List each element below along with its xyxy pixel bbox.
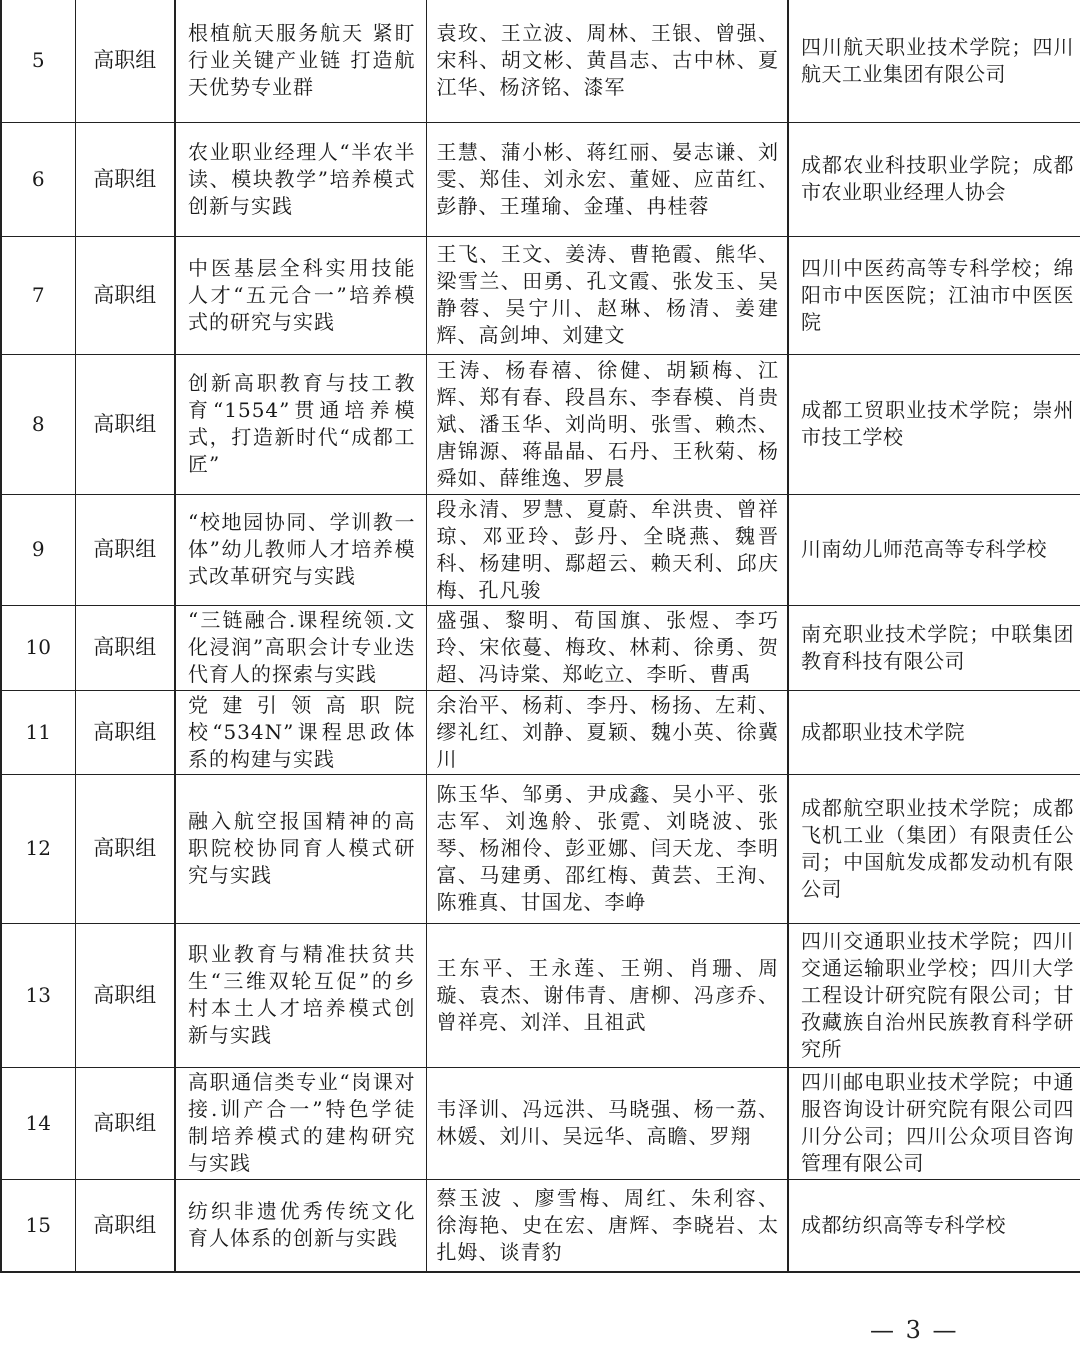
row-organization: 成都工贸职业技术学院；崇州市技工学校 (788, 354, 1080, 494)
row-people: 蔡玉波 、廖雪梅、周红、朱利容、徐海艳、史在宏、唐辉、李晓岩、太扎姆、谈青豹 (426, 1179, 788, 1272)
row-people: 袁玫、王立波、周林、王银、曾强、宋科、胡文彬、黄昌志、古中林、夏江华、杨济铭、漆军 (426, 0, 788, 122)
row-title: “三链融合.课程统领.文化浸润”高职会计专业迭代育人的探索与实践 (175, 605, 426, 690)
table-row (1, 236, 1080, 354)
row-people: 韦泽训、冯远洪、马晓强、杨一荔、林媛、刘川、吴远华、高瞻、罗翔 (426, 1067, 788, 1179)
row-group: 高职组 (75, 494, 175, 605)
row-number: 13 (1, 923, 75, 1067)
row-people: 盛强、黎明、荀国旗、张煜、李巧玲、宋依蔓、梅玫、林莉、徐勇、贺超、冯诗棠、郑屹立、李昕、曹禹 (426, 605, 788, 690)
row-group: 高职组 (75, 354, 175, 494)
row-organization: 四川航天职业技术学院；四川航天工业集团有限公司 (788, 0, 1080, 122)
row-people: 王涛、杨春禧、徐健、胡颖梅、江辉、郑有春、段昌东、李春模、肖贵斌、潘玉华、刘尚明、张雪、赖杰、唐锦源、蒋晶晶、石丹、王秋菊、杨舜如、薛维逸、罗晨 (426, 354, 788, 494)
row-organization: 成都航空职业技术学院；成都飞机工业（集团）有限责任公司；中国航发成都发动机有限公司 (788, 774, 1080, 923)
table-row (1, 1067, 1080, 1179)
row-number: 12 (1, 774, 75, 923)
table-row (1, 354, 1080, 494)
row-group: 高职组 (75, 923, 175, 1067)
row-organization: 四川中医药高等专科学校；绵阳市中医医院；江油市中医医院 (788, 236, 1080, 354)
row-organization: 成都农业科技职业学院；成都市农业职业经理人协会 (788, 122, 1080, 236)
row-title: 中医基层全科实用技能人才“五元合一”培养模式的研究与实践 (175, 236, 426, 354)
row-organization: 四川交通职业技术学院；四川交通运输职业学校；四川大学工程设计研究院有限公司；甘孜藏族自治州民族教育科学研究所 (788, 923, 1080, 1067)
row-number: 7 (1, 236, 75, 354)
row-title: “校地园协同、学训教一体”幼儿教师人才培养模式改革研究与实践 (175, 494, 426, 605)
row-number: 14 (1, 1067, 75, 1179)
row-title: 创新高职教育与技工教育“1554”贯通培养模式，打造新时代“成都工匠” (175, 354, 426, 494)
row-number: 9 (1, 494, 75, 605)
row-group: 高职组 (75, 774, 175, 923)
table-row (1, 774, 1080, 923)
table-row (1, 122, 1080, 236)
row-people: 余治平、杨莉、李丹、杨扬、左莉、缪礼红、刘静、夏颖、魏小英、徐冀川 (426, 690, 788, 774)
row-title: 融入航空报国精神的高职院校协同育人模式研究与实践 (175, 774, 426, 923)
table-row (1, 923, 1080, 1067)
row-number: 6 (1, 122, 75, 236)
row-group: 高职组 (75, 122, 175, 236)
row-people: 陈玉华、邹勇、尹成鑫、吴小平、张志军、刘逸舲、张霓、刘晓波、张琴、杨湘伶、彭亚娜、闫天龙、李明富、马建勇、邵红梅、黄芸、王洵、陈雅真、甘国龙、李峥 (426, 774, 788, 923)
table-row (1, 690, 1080, 774)
row-title: 党建引领高职院校“534N”课程思政体系的构建与实践 (175, 690, 426, 774)
table-row (1, 0, 1080, 122)
row-people: 段永清、罗慧、夏蔚、牟洪贵、曾祥琼、邓亚玲、彭丹、全晓燕、魏晋科、杨建明、鄢超云、赖天利、邱庆梅、孔凡骏 (426, 494, 788, 605)
row-number: 8 (1, 354, 75, 494)
row-title: 根植航天服务航天 紧盯行业关键产业链 打造航天优势专业群 (175, 0, 426, 122)
row-group: 高职组 (75, 605, 175, 690)
row-organization: 南充职业技术学院；中联集团教育科技有限公司 (788, 605, 1080, 690)
row-number: 11 (1, 690, 75, 774)
table-row (1, 605, 1080, 690)
row-title: 纺织非遗优秀传统文化育人体系的创新与实践 (175, 1179, 426, 1272)
table-row (1, 494, 1080, 605)
row-group: 高职组 (75, 1179, 175, 1272)
row-organization: 四川邮电职业技术学院；中通服咨询设计研究院有限公司四川分公司；四川公众项目咨询管理有限公司 (788, 1067, 1080, 1179)
row-number: 10 (1, 605, 75, 690)
row-title: 农业职业经理人“半农半读、模块教学”培养模式创新与实践 (175, 122, 426, 236)
row-title: 高职通信类专业“岗课对接.训产合一”特色学徒制培养模式的建构研究与实践 (175, 1067, 426, 1179)
row-people: 王飞、王文、姜涛、曹艳霞、熊华、梁雪兰、田勇、孔文霞、张发玉、吴静蓉、吴宁川、赵琳、杨清、姜建辉、高剑坤、刘建文 (426, 236, 788, 354)
row-organization: 成都职业技术学院 (788, 690, 1080, 774)
row-people: 王慧、蒲小彬、蒋红丽、晏志谦、刘雯、郑佳、刘永宏、董娅、应苗红、彭静、王瑾瑜、金瑾、冉桂蓉 (426, 122, 788, 236)
row-group: 高职组 (75, 0, 175, 122)
awards-table-body (1, 0, 1080, 1272)
row-group: 高职组 (75, 690, 175, 774)
row-organization: 川南幼儿师范高等专科学校 (788, 494, 1080, 605)
row-number: 5 (1, 0, 75, 122)
row-group: 高职组 (75, 1067, 175, 1179)
row-number: 15 (1, 1179, 75, 1272)
row-title: 职业教育与精准扶贫共生“三维双轮互促”的乡村本土人才培养模式创新与实践 (175, 923, 426, 1067)
page-number: — 3 — (870, 1316, 959, 1344)
row-organization: 成都纺织高等专科学校 (788, 1179, 1080, 1272)
table-row (1, 1179, 1080, 1272)
row-group: 高职组 (75, 236, 175, 354)
row-people: 王东平、王永莲、王朔、肖珊、周璇、袁杰、谢伟青、唐柳、冯彦乔、曾祥亮、刘洋、且祖武 (426, 923, 788, 1067)
